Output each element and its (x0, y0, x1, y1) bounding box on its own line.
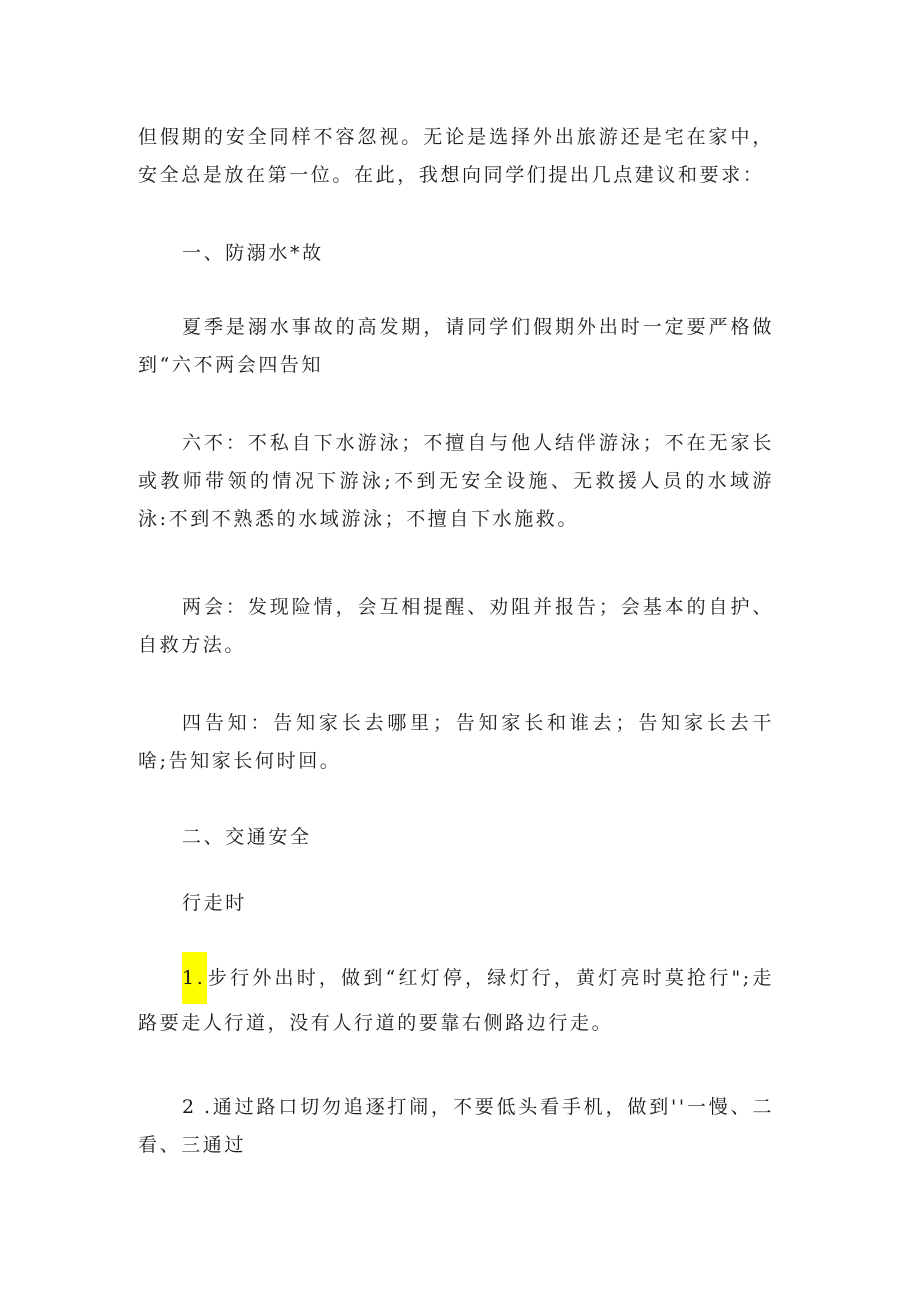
list-item-2-number: 2 (182, 1096, 197, 1118)
walking-heading: 行走时 (182, 892, 247, 914)
section1-heading: 一、防溺水*故 (182, 242, 324, 264)
list-item-1 (138, 958, 774, 1042)
list-item-2 (138, 1088, 774, 1164)
list-item-1-text: 步行外出时，做到“红灯停，绿灯行，黄灯亮时莫抢行";走路要走人行道，没有人行道的要靠右侧路边行走。 (138, 967, 774, 1034)
list-item-2-text: .通过路口切勿追逐打闹，不要低头看手机，做到''一慢、二看、三通过 (138, 1096, 774, 1156)
two-can-paragraph: 两会：发现险情，会互相提醒、劝阻并报告；会基本的自护、自救方法。 (138, 596, 774, 656)
four-tell-paragraph: 四告知：告知家长去哪里；告知家长和谁去；告知家长去干啥;告知家长何时回。 (138, 712, 774, 772)
intro-paragraph: 但假期的安全同样不容忽视。无论是选择外出旅游还是宅在家中，安全总是放在第一位。在此，我想向同学们提出几点建议和要求： (138, 126, 774, 186)
section2-heading: 二、交通安全 (182, 826, 312, 848)
section1-paragraph: 夏季是溺水事故的高发期，请同学们假期外出时一定要严格做到“六不两会四告知 (138, 316, 774, 376)
highlighted-item-number: 1. (182, 952, 207, 1004)
six-no-paragraph: 六不：不私自下水游泳；不擅自与他人结伴游泳；不在无家长或教师带领的情况下游泳;不到无安全设施、无救援人员的水域游泳:不到不熟悉的水域游泳；不擅自下水施救。 (138, 432, 774, 530)
